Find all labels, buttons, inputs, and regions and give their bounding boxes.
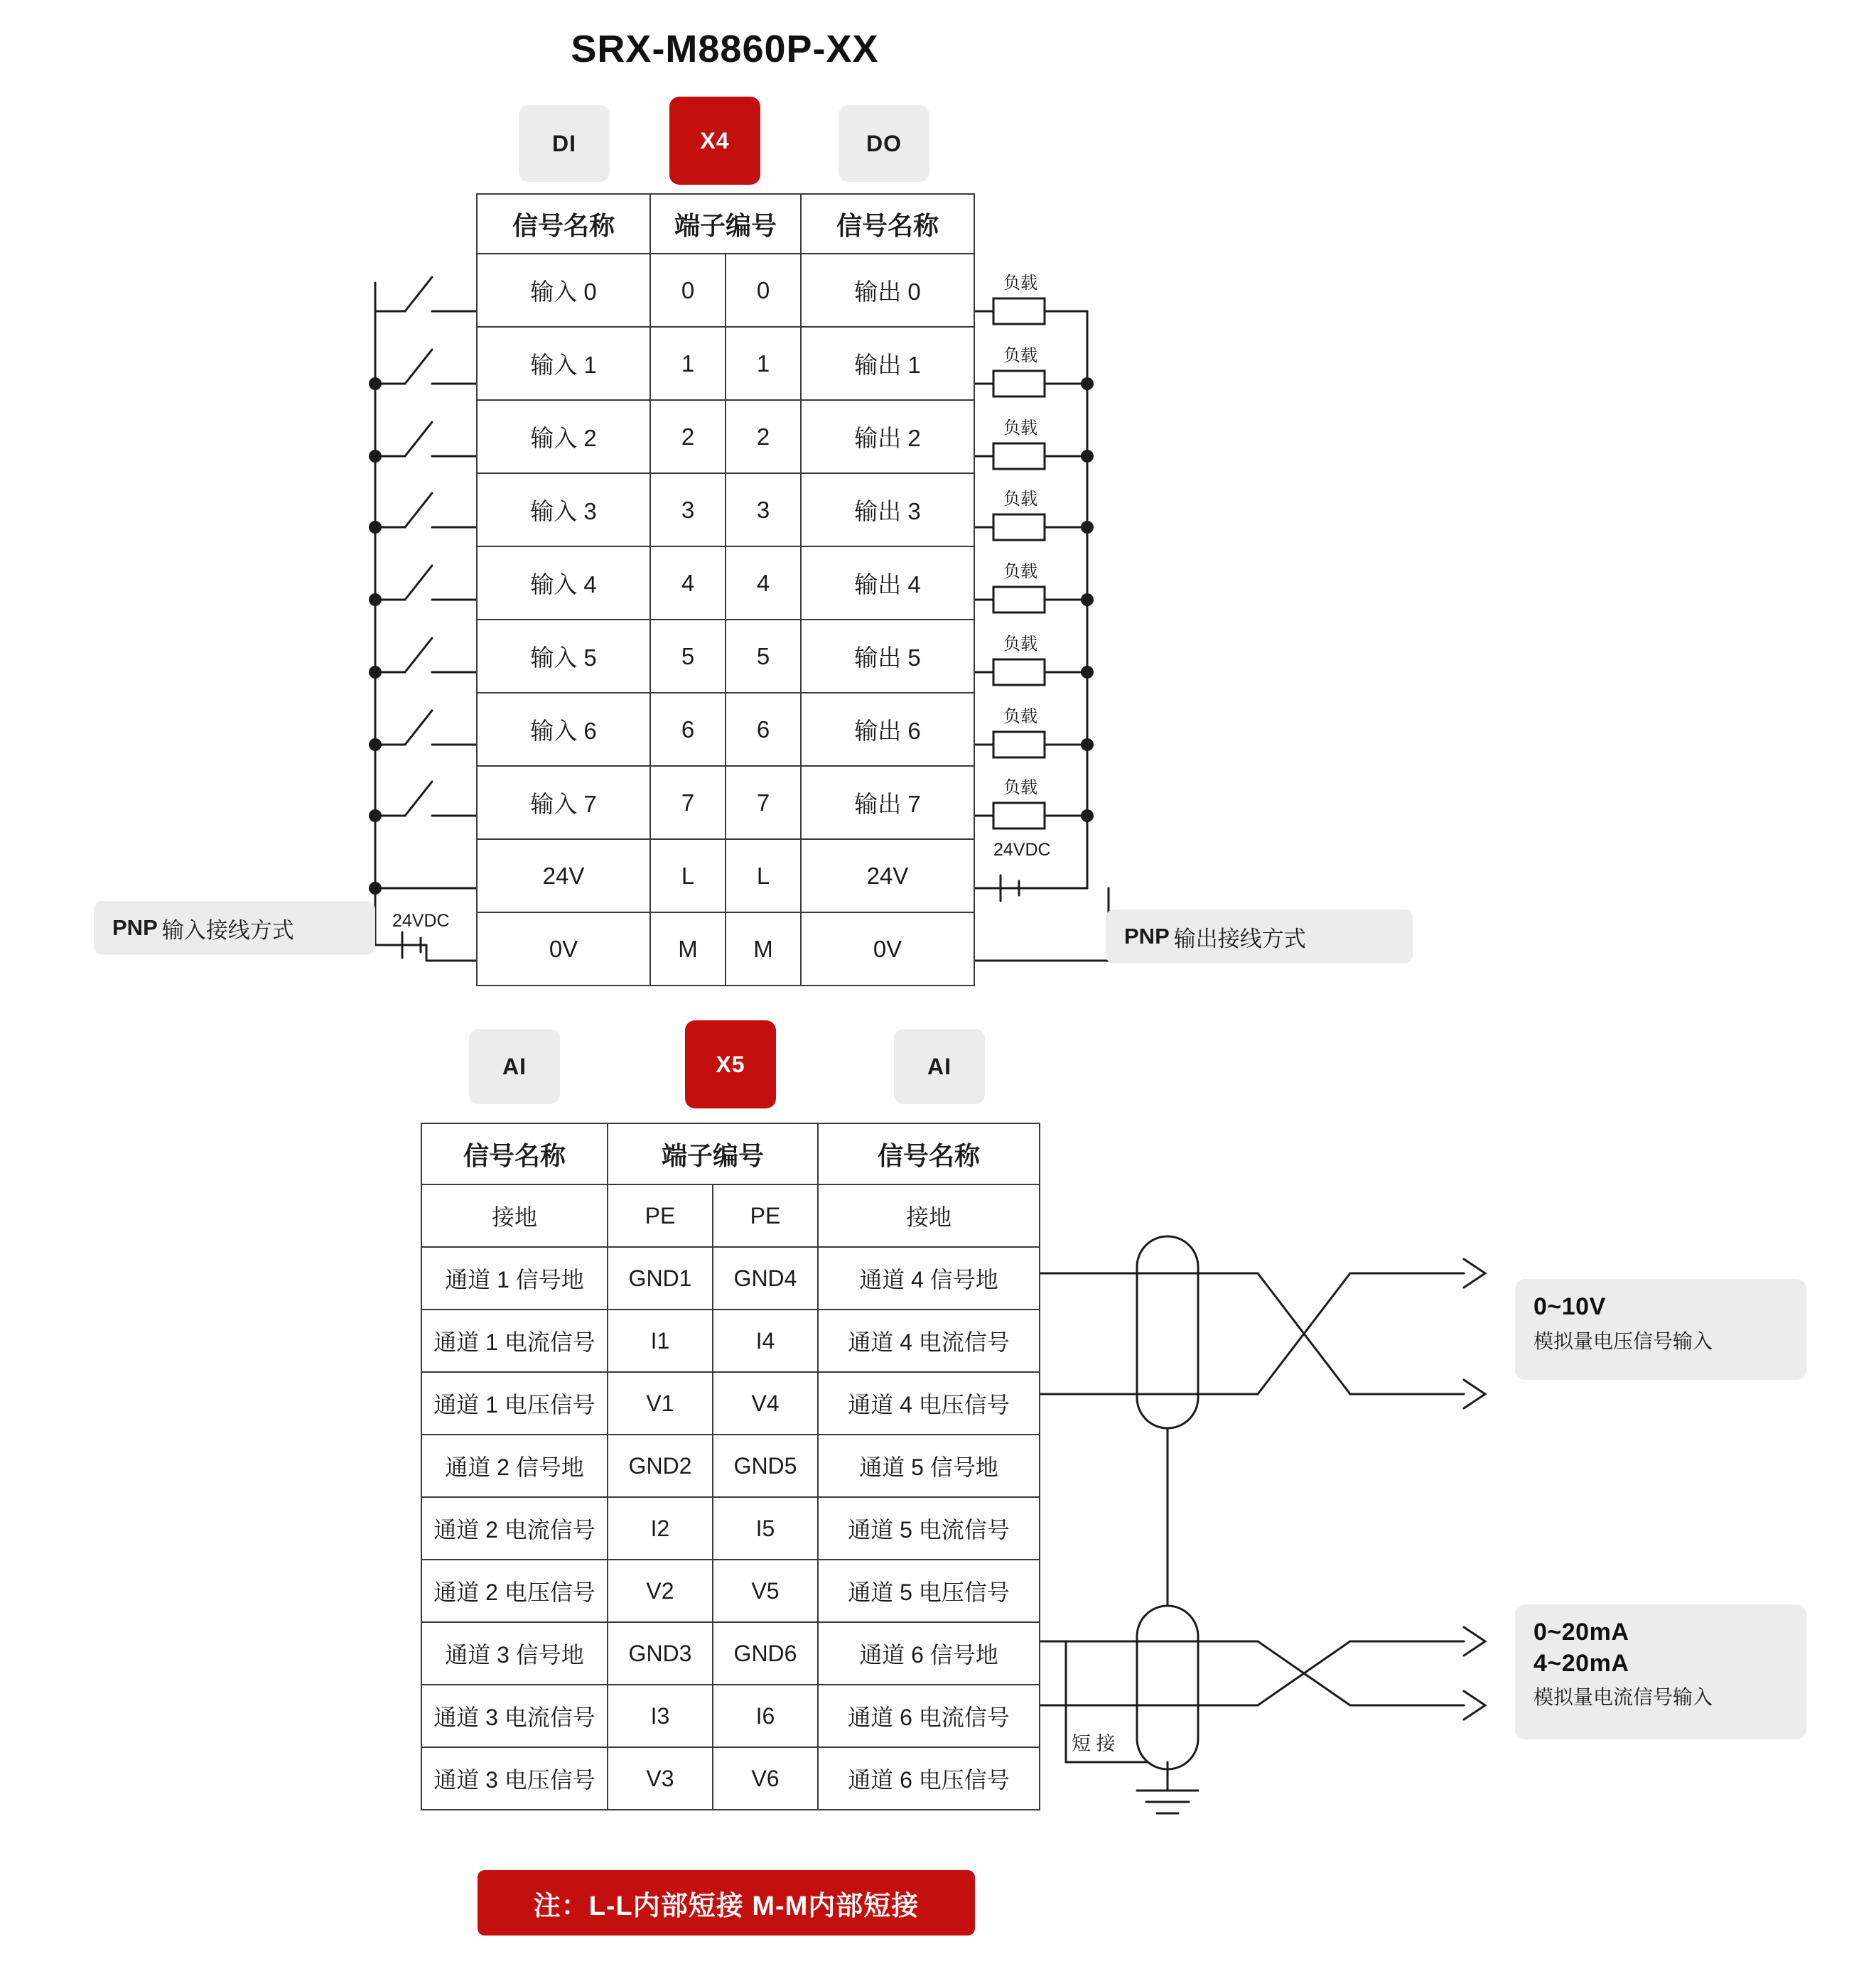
page-title: SRX-M8860P-XX: [571, 28, 879, 70]
cell-terminal-right: V5: [713, 1560, 818, 1622]
cell-signal-left: 通道 1 电压信号: [421, 1372, 608, 1435]
load-label: 负载: [1003, 778, 1037, 797]
load-label: 负载: [1003, 274, 1037, 293]
cell-output-terminal: 5: [726, 620, 801, 693]
cell-input-name: 24V: [477, 839, 650, 912]
cell-output-terminal: 2: [726, 400, 801, 473]
cell-input-terminal: 7: [650, 766, 726, 839]
cell-signal-left: 通道 3 电压信号: [421, 1747, 608, 1810]
digital-io-table: [476, 193, 975, 986]
cell-terminal-right: V6: [713, 1747, 818, 1810]
cell-input-terminal: 6: [650, 693, 726, 766]
current-range-title-1: 0~20mA: [1533, 1619, 1629, 1646]
table-row: [477, 693, 974, 766]
cell-terminal-left: I1: [608, 1310, 713, 1372]
cell-output-name: 输出 6: [801, 693, 974, 766]
table-header-row: [477, 194, 974, 254]
table-header-row: [421, 1123, 1040, 1184]
voltage-range-title: 0~10V: [1533, 1293, 1606, 1320]
table-row: [421, 1184, 1040, 1247]
cell-input-terminal: 1: [650, 327, 726, 400]
table-row: [421, 1247, 1040, 1310]
table-row: [477, 620, 974, 693]
voltage-range-subtitle: 模拟量电压信号输入: [1533, 1329, 1713, 1352]
cell-terminal-left: GND2: [608, 1435, 713, 1497]
cell-signal-left: 通道 2 信号地: [421, 1435, 608, 1497]
chip-x5: X5: [685, 1020, 776, 1108]
supply-label-right: 24VDC: [993, 840, 1051, 860]
table-row: [421, 1372, 1040, 1435]
pnp-output-text: 输出接线方式: [1173, 926, 1306, 951]
chip-do: DO: [839, 105, 929, 182]
cell-input-name: 输入 7: [477, 766, 650, 839]
voltage-input-info: [1515, 1279, 1806, 1380]
cell-signal-left: 接地: [421, 1184, 608, 1247]
cell-terminal-right: GND4: [713, 1247, 818, 1310]
table-row: [477, 254, 974, 327]
header-terminal-number: 端子编号: [608, 1123, 818, 1184]
cell-terminal-left: V2: [608, 1560, 713, 1622]
cell-signal-right: 通道 6 信号地: [818, 1622, 1040, 1685]
chip-ai-left: AI: [469, 1029, 560, 1104]
table-row: [477, 400, 974, 473]
table-row: [477, 766, 974, 839]
cell-input-terminal: 2: [650, 400, 726, 473]
cell-signal-left: 通道 3 电流信号: [421, 1685, 608, 1747]
chip-di: DI: [519, 105, 610, 182]
cell-input-name: 输入 2: [477, 400, 650, 473]
cell-terminal-right: V4: [713, 1372, 818, 1435]
table-row: [477, 912, 974, 986]
cell-signal-left: 通道 2 电压信号: [421, 1560, 608, 1622]
supply-label-left: 24VDC: [392, 911, 450, 931]
cell-input-terminal: 5: [650, 620, 726, 693]
header-signal-name-right: 信号名称: [818, 1123, 1040, 1184]
cell-output-name: 输出 7: [801, 766, 974, 839]
cell-signal-left: 通道 1 信号地: [421, 1247, 608, 1310]
cell-input-name: 输入 6: [477, 693, 650, 766]
cell-terminal-left: V1: [608, 1372, 713, 1435]
cell-signal-right: 接地: [818, 1184, 1040, 1247]
table-row: [421, 1435, 1040, 1497]
cell-input-name: 输入 1: [477, 327, 650, 400]
cell-signal-left: 通道 3 信号地: [421, 1622, 608, 1685]
chip-x4: X4: [669, 97, 760, 185]
table-row: [421, 1560, 1040, 1622]
cell-output-name: 输出 0: [801, 254, 974, 327]
cell-output-terminal: 1: [726, 327, 801, 400]
cell-signal-left: 通道 1 电流信号: [421, 1310, 608, 1372]
cell-output-terminal: 6: [726, 693, 801, 766]
cell-signal-right: 通道 6 电压信号: [818, 1747, 1040, 1810]
cell-output-name: 输出 1: [801, 327, 974, 400]
cell-terminal-right: GND5: [713, 1435, 818, 1497]
cell-output-name: 输出 4: [801, 546, 974, 620]
header-signal-name-left: 信号名称: [421, 1123, 608, 1184]
cell-signal-left: 通道 2 电流信号: [421, 1497, 608, 1560]
header-signal-name-right: 信号名称: [801, 194, 974, 254]
table-row: [421, 1685, 1040, 1747]
cell-output-terminal: 3: [726, 473, 801, 546]
cell-signal-right: 通道 6 电流信号: [818, 1685, 1040, 1747]
cell-output-terminal: L: [726, 839, 801, 912]
cell-terminal-left: GND3: [608, 1622, 713, 1685]
cell-output-name: 输出 2: [801, 400, 974, 473]
table-row: [477, 546, 974, 620]
cell-input-name: 输入 5: [477, 620, 650, 693]
header-terminal-number: 端子编号: [650, 194, 801, 254]
current-range-title-2: 4~20mA: [1533, 1649, 1629, 1677]
cell-output-name: 输出 5: [801, 620, 974, 693]
pnp-input-label: [94, 901, 375, 955]
cell-output-terminal: 7: [726, 766, 801, 839]
cell-output-terminal: M: [726, 912, 801, 986]
cell-output-terminal: 4: [726, 546, 801, 620]
load-label: 负载: [1003, 346, 1037, 365]
header-signal-name-left: 信号名称: [477, 194, 650, 254]
chip-ai-right: AI: [894, 1029, 985, 1104]
cell-signal-right: 通道 4 电压信号: [818, 1372, 1040, 1435]
cell-signal-right: 通道 4 电流信号: [818, 1310, 1040, 1372]
cell-input-terminal: 4: [650, 546, 726, 620]
cell-output-name: 24V: [801, 839, 974, 912]
cell-signal-right: 通道 5 信号地: [818, 1435, 1040, 1497]
cell-signal-right: 通道 4 信号地: [818, 1247, 1040, 1310]
cell-input-terminal: M: [650, 912, 726, 986]
cell-terminal-right: I6: [713, 1685, 818, 1747]
cell-terminal-right: GND6: [713, 1622, 818, 1685]
cell-signal-right: 通道 5 电压信号: [818, 1560, 1040, 1622]
cell-terminal-right: I4: [713, 1310, 818, 1372]
analog-io-table: [421, 1123, 1040, 1810]
note-banner: 注：L-L内部短接 M-M内部短接: [478, 1870, 975, 1935]
cell-terminal-left: GND1: [608, 1247, 713, 1310]
cell-input-name: 0V: [477, 912, 650, 986]
pnp-input-bold: PNP: [112, 915, 158, 940]
cell-input-terminal: 3: [650, 473, 726, 546]
cell-input-name: 输入 4: [477, 546, 650, 620]
load-label: 负载: [1003, 635, 1037, 654]
cell-terminal-right: I5: [713, 1497, 818, 1560]
table-row: [421, 1622, 1040, 1685]
cell-input-name: 输入 0: [477, 254, 650, 327]
cell-output-name: 0V: [801, 912, 974, 986]
cell-terminal-left: PE: [608, 1184, 713, 1247]
pnp-output-bold: PNP: [1124, 924, 1170, 949]
current-input-info: [1515, 1604, 1806, 1739]
cell-terminal-left: V3: [608, 1747, 713, 1810]
cell-terminal-left: I2: [608, 1497, 713, 1560]
short-connect-label: 短 接: [1072, 1733, 1116, 1754]
pnp-output-label: [1106, 909, 1413, 963]
cell-output-terminal: 0: [726, 254, 801, 327]
load-label: 负载: [1003, 419, 1037, 438]
cell-signal-right: 通道 5 电流信号: [818, 1497, 1040, 1560]
load-label: 负载: [1003, 562, 1037, 581]
cell-terminal-right: PE: [713, 1184, 818, 1247]
table-row: [477, 839, 974, 912]
table-row: [421, 1310, 1040, 1372]
table-row: [421, 1497, 1040, 1560]
current-range-subtitle: 模拟量电流信号输入: [1533, 1686, 1713, 1709]
load-label: 负载: [1003, 707, 1037, 726]
table-row: [477, 473, 974, 546]
cell-output-name: 输出 3: [801, 473, 974, 546]
cell-input-terminal: L: [650, 839, 726, 912]
table-row: [421, 1747, 1040, 1810]
cell-input-name: 输入 3: [477, 473, 650, 546]
cell-input-terminal: 0: [650, 254, 726, 327]
pnp-input-text: 输入接线方式: [161, 917, 294, 943]
load-label: 负载: [1003, 490, 1037, 509]
table-row: [477, 327, 974, 400]
cell-terminal-left: I3: [608, 1685, 713, 1747]
